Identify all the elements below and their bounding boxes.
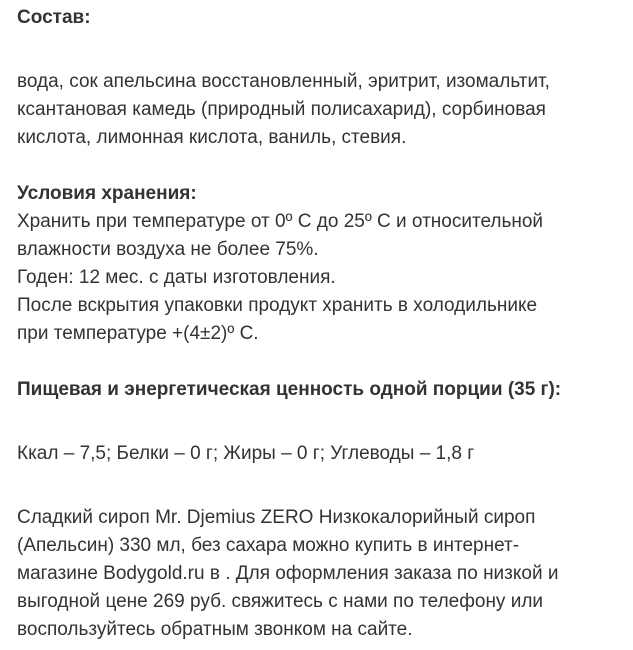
description-line: (Апельсин) 330 мл, без сахара можно купить в интернет- [17,535,520,556]
description-line: Сладкий сироп Mr. Djemius ZERO Низкокалорийный сироп [17,507,536,528]
storage-text [17,208,619,348]
description-line: магазине Bodygold.ru в . Для оформления заказа по низкой и [17,563,559,584]
composition-line: кислота, лимонная кислота, ваниль, стевия. [17,127,407,148]
storage-line: при температуре +(4±2)º С. [17,323,259,344]
description-line: выгодной цене 269 руб. свяжитесь с нами по телефону или [17,591,544,612]
description-line: воспользуйтесь обратным звонком на сайте. [17,619,413,640]
product-description [17,504,619,644]
storage-heading: Условия хранения: [17,183,197,204]
composition-line: ксантановая камедь (природный полисахарид), сорбиновая [17,99,546,120]
storage-line: Хранить при температуре от 0º С до 25º С и относительной [17,211,544,232]
composition-text [17,68,619,152]
storage-line: Годен: 12 мес. с даты изготовления. [17,267,336,288]
composition-heading: Состав: [17,7,91,28]
nutrition-heading: Пищевая и энергетическая ценность одной порции (35 г): [17,379,562,400]
storage-line: После вскрытия упаковки продукт хранить в холодильнике [17,295,538,316]
composition-line: вода, сок апельсина восстановленный, эритрит, изомальтит, [17,71,550,92]
nutrition-values: Ккал – 7,5; Белки – 0 г; Жиры – 0 г; Углеводы – 1,8 г [17,443,475,464]
storage-line: влажности воздуха не более 75%. [17,239,319,260]
